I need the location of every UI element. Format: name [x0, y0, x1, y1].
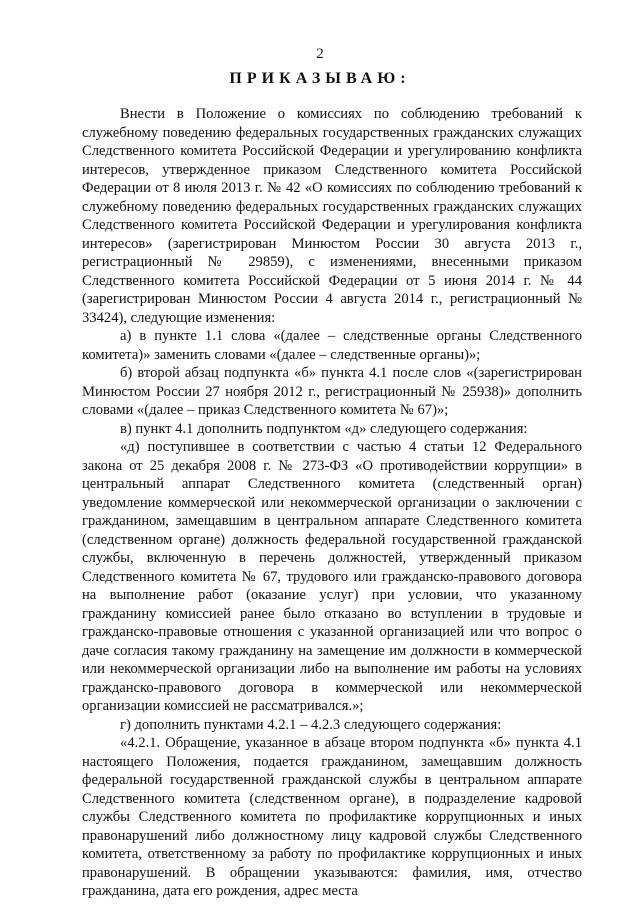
paragraph-item-a: а) в пункте 1.1 слова «(далее – следственные органы Следственного комитета)» заменить словами «(далее – следственные органы)»; [82, 328, 582, 363]
page-number: 2 [316, 46, 324, 62]
document-body [82, 105, 582, 901]
paragraph-4-2-1: «4.2.1. Обращение, указанное в абзаце втором подпункта «б» пункта 4.1 настоящего Положения, подается гражданином, замещавшим должность федеральной государственной гражданской службы в центральном аппарате Следственного комитета (следственном органе), в подразделение кадровой службы Следственного комитета по профилактике коррупционных и иных правонарушений либо должностному лицу кадровой службы Следственного комитета, ответственному за работу по профилактике коррупционных и иных правонарушений. В обращении указываются: фамилия, имя, отчество гражданина, дата его рождения, адрес места [82, 735, 582, 899]
paragraph-intro: Внести в Положение о комиссиях по соблюдению требований к служебному поведению федеральных государственных гражданских служащих Следственного комитета Российской Федерации и урегулированию конфликта интересов, утвержденное приказом Следственного комитета Российской Федерации от 8 июля 2013 г. № 42 «О комиссиях по соблюдению требований к служебному поведению федеральных государственных гражданских служащих Следственного комитета Российской Федерации и урегулирования конфликта интересов» (зарегистрирован Минюстом России 30 августа 2013 г., регистрационный № 29859), с изменениями, внесенными приказом Следственного комитета Российской Федерации от 5 июня 2014 г. № 44 (зарегистрирован Минюстом России 4 августа 2014 г., регистрационный № 33424), следующие изменения: [82, 106, 582, 326]
paragraph-item-g: г) дополнить пунктами 4.2.1 – 4.2.3 следующего содержания: [120, 716, 502, 733]
paragraph-subitem-d: «д) поступившее в соответствии с частью 4 статьи 12 Федерального закона от 25 декабря 2008 г. № 273-ФЗ «О противодействии коррупции» в центральный аппарат Следственного комитета (следственный орган) уведомление коммерческой или некоммерческой организации о заключении с гражданином, замещавшим в центральном аппарате Следственного комитета (следственном органе) должность федеральной государственной гражданской службы, включенную в перечень должностей, утвержденный приказом Следственного комитета № 67, трудового или гражданско-правового договора на выполнение работ (оказание услуг) при условии, что указанному гражданину комиссией ранее было отказано во вступлении в трудовые и гражданско-правовые отношения с указанной организацией или что вопрос о даче согласия такому гражданину на замещение им должности в коммерческой или некоммерческой организации либо на выполнение им работы на условиях гражданско-правового договора в коммерческой или некоммерческой организации комиссией не рассматривался.»; [82, 439, 582, 714]
paragraph-item-b: б) второй абзац подпункта «б» пункта 4.1 после слов «(зарегистрирован Минюстом России 27 ноября 2012 г., регистрационный № 25938)» дополнить словами «(далее – приказ Следственного комитета № 67)»; [82, 365, 582, 418]
document-title: ПРИКАЗЫВАЮ: [229, 70, 411, 87]
paragraph-item-v: в) пункт 4.1 дополнить подпунктом «д» следующего содержания: [120, 420, 528, 437]
